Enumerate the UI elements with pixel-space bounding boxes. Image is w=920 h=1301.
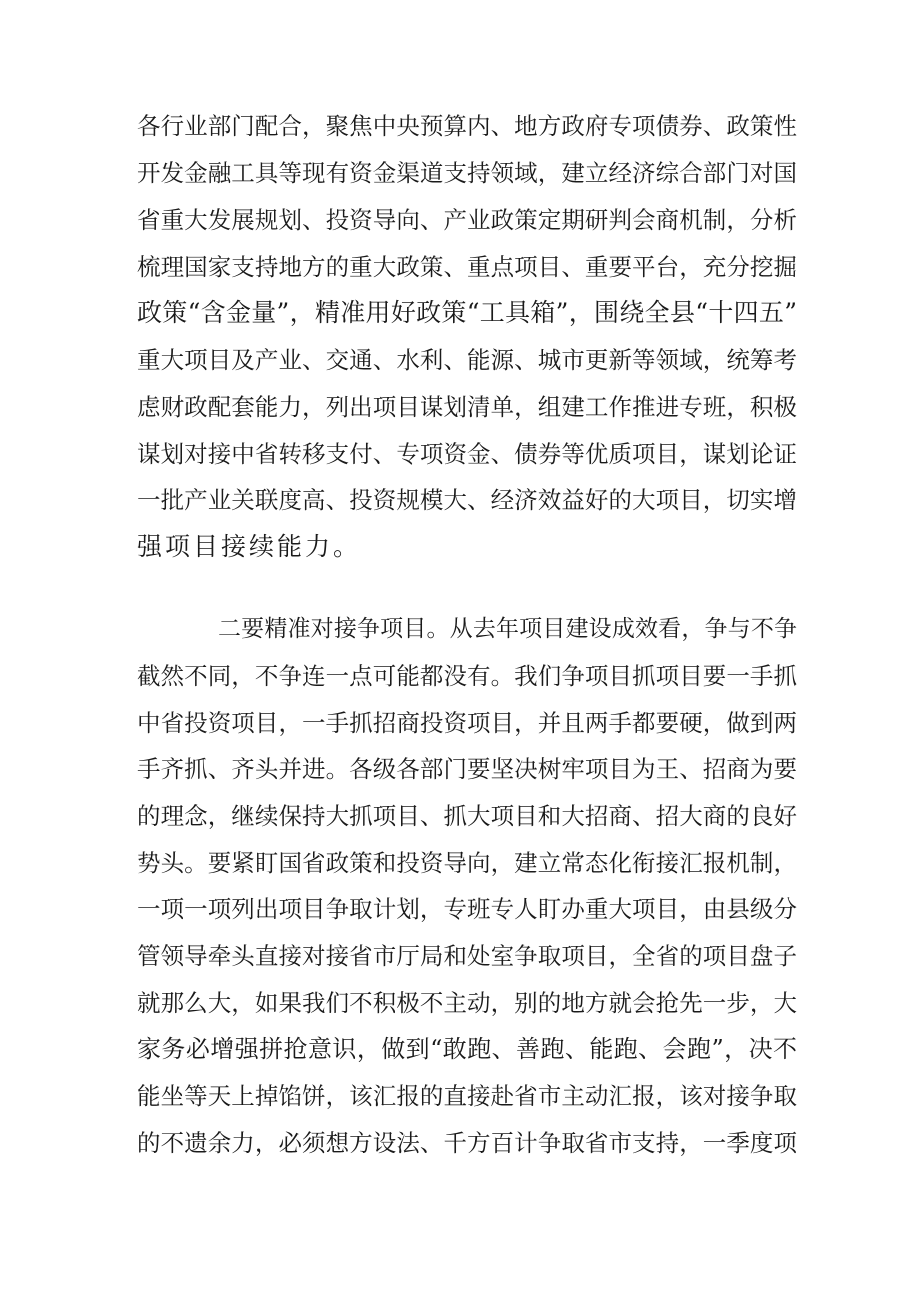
text-line: 重大项目及产业、交通、水利、能源、城市更新等领域，统筹考 bbox=[137, 346, 797, 374]
text-line: 梳理国家支持地方的重大政策、重点项目、重要平台，充分挖掘 bbox=[137, 253, 797, 281]
text-line: 开发金融工具等现有资金渠道支持领域，建立经济综合部门对国 bbox=[137, 159, 797, 187]
text-line: 二要精准对接争项目。从去年项目建设成效看，争与不争 bbox=[218, 616, 797, 642]
text-line: 家务必增强拼抢意识，做到“敢跑、善跑、能跑、会跑”，决不 bbox=[137, 1035, 797, 1063]
text-line: 的不遗余力，必须想方设法、千方百计争取省市支持，一季度项 bbox=[137, 1129, 797, 1157]
text-line: 虑财政配套能力，列出项目谋划清单，组建工作推进专班，积极 bbox=[137, 393, 797, 421]
text-line: 强项目接续能力。 bbox=[137, 532, 362, 561]
text-line: 政策“含金量”，精准用好政策“工具箱”，围绕全县“十四五” bbox=[137, 298, 797, 327]
text-line: 谋划对接中省转移支付、专项资金、债券等优质项目，谋划论证 bbox=[137, 440, 797, 468]
text-line: 势头。要紧盯国省政策和投资导向，建立常态化衔接汇报机制， bbox=[137, 849, 797, 877]
text-line: 各行业部门配合，聚焦中央预算内、地方政府专项债券、政策性 bbox=[137, 112, 797, 140]
text-line: 管领导牵头直接对接省市厅局和处室争取项目，全省的项目盘子 bbox=[137, 942, 797, 970]
text-line: 省重大发展规划、投资导向、产业政策定期研判会商机制，分析 bbox=[137, 206, 797, 234]
text-line: 手齐抓、齐头并进。各级各部门要坚决树牢项目为王、招商为要 bbox=[137, 755, 797, 783]
text-line: 能坐等天上掉馅饼，该汇报的直接赴省市主动汇报，该对接争取 bbox=[137, 1082, 797, 1110]
text-line: 截然不同，不争连一点可能都没有。我们争项目抓项目要一手抓 bbox=[137, 662, 797, 690]
text-line: 一批产业关联度高、投资规模大、经济效益好的大项目，切实增 bbox=[137, 486, 797, 514]
text-line: 中省投资项目，一手抓招商投资项目，并且两手都要硬，做到两 bbox=[137, 709, 797, 737]
text-line: 就那么大，如果我们不积极不主动，别的地方就会抢先一步，大 bbox=[137, 989, 797, 1017]
text-line: 一项一项列出项目争取计划，专班专人盯办重大项目，由县级分 bbox=[137, 895, 797, 923]
text-line: 的理念，继续保持大抓项目、抓大项目和大招商、招大商的良好 bbox=[137, 802, 797, 830]
